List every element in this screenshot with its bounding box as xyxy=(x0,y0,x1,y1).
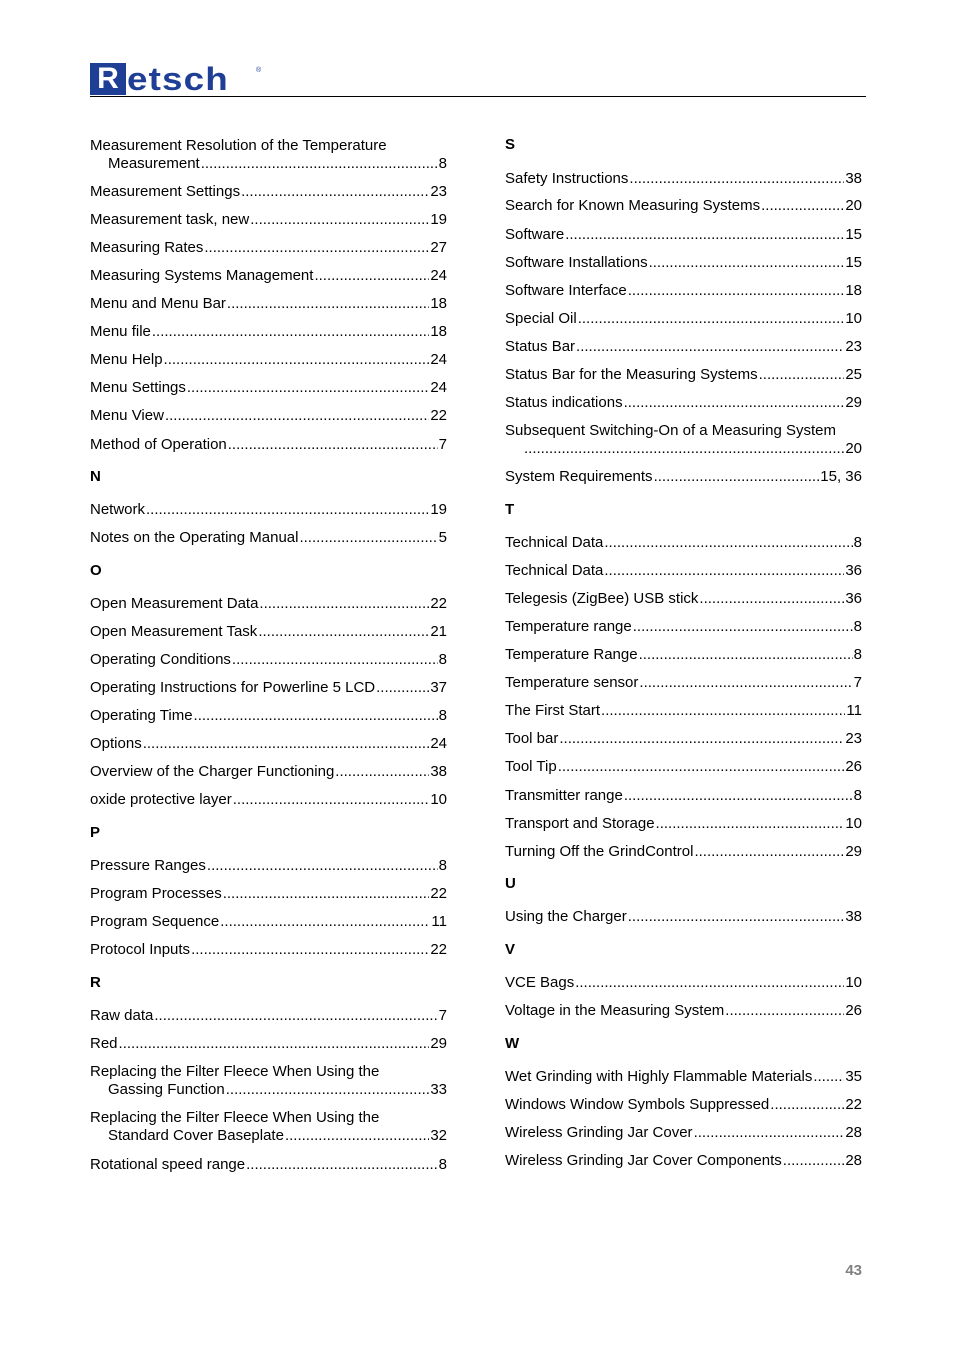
index-entry xyxy=(505,787,862,805)
index-entry xyxy=(90,1035,447,1053)
index-entry xyxy=(90,651,447,669)
entry-label: Operating Time xyxy=(90,707,193,724)
index-entry xyxy=(90,1156,447,1174)
section-letter: N xyxy=(90,468,101,485)
entry-page: 18 xyxy=(430,323,447,340)
entry-page: 38 xyxy=(845,908,862,925)
index-entry xyxy=(90,791,447,809)
index-entry xyxy=(505,1096,862,1114)
index-entry xyxy=(505,562,862,580)
entry-label: Temperature Range xyxy=(505,646,638,663)
index-entry xyxy=(90,1063,447,1099)
entry-label: Replacing the Filter Fleece When Using the xyxy=(90,1109,380,1126)
entry-label: Protocol Inputs xyxy=(90,941,191,958)
index-entry xyxy=(90,857,447,875)
entry-page: 10 xyxy=(845,974,862,991)
entry-label-cont: Standard Cover Baseplate xyxy=(108,1127,284,1144)
index-entry xyxy=(90,501,447,519)
entry-label: VCE Bags xyxy=(505,974,575,991)
entry-page: 32 xyxy=(430,1127,447,1144)
entry-page: 23 xyxy=(430,183,447,200)
entry-page: 24 xyxy=(430,351,447,368)
section-letter: V xyxy=(505,941,516,958)
index-entry xyxy=(505,422,862,458)
index-entry xyxy=(90,707,447,725)
entry-label: Temperature range xyxy=(505,618,632,635)
index-entry xyxy=(505,468,862,486)
entry-page: 19 xyxy=(430,501,447,518)
entry-page: 38 xyxy=(845,170,862,187)
section-letter: O xyxy=(90,562,102,579)
entry-page: 10 xyxy=(845,310,862,327)
entry-label: System Requirements xyxy=(505,468,653,485)
entry-label: Special Oil xyxy=(505,310,577,327)
entry-label: Menu file xyxy=(90,323,151,340)
index-entry xyxy=(90,679,447,697)
entry-label: Program Processes xyxy=(90,885,222,902)
entry-page: 20 xyxy=(845,440,862,457)
entry-page: 8 xyxy=(438,707,447,724)
entry-label-cont: Gassing Function xyxy=(108,1081,225,1098)
entry-page: 24 xyxy=(430,267,447,284)
entry-page: 8 xyxy=(438,1156,447,1173)
index-entry xyxy=(505,310,862,328)
index-entry xyxy=(505,908,862,926)
entry-label: Raw data xyxy=(90,1007,154,1024)
index-entry xyxy=(90,885,447,903)
retsch-logo xyxy=(90,61,262,97)
entry-label: Pressure Ranges xyxy=(90,857,206,874)
index-entry xyxy=(505,226,862,244)
entry-page: 23 xyxy=(845,730,862,747)
entry-page: 18 xyxy=(845,282,862,299)
entry-page: 15 xyxy=(845,254,862,271)
entry-label: Wireless Grinding Jar Cover xyxy=(505,1124,693,1141)
entry-page: 29 xyxy=(845,394,862,411)
index-entry xyxy=(90,1007,447,1025)
entry-label: Method of Operation xyxy=(90,436,227,453)
entry-label: Open Measurement Task xyxy=(90,623,258,640)
entry-label: Status indications xyxy=(505,394,623,411)
entry-page: 29 xyxy=(845,843,862,860)
index-entry xyxy=(90,1109,447,1145)
entry-page: 22 xyxy=(430,941,447,958)
index-entry xyxy=(505,170,862,188)
entry-label: Turning Off the GrindControl xyxy=(505,843,694,860)
index-entry xyxy=(505,646,862,664)
index-entry xyxy=(505,366,862,384)
entry-label: Operating Conditions xyxy=(90,651,231,668)
index-entry xyxy=(505,534,862,552)
entry-label: oxide protective layer xyxy=(90,791,232,808)
entry-label: Red xyxy=(90,1035,118,1052)
entry-page: 24 xyxy=(430,735,447,752)
index-entry xyxy=(90,595,447,613)
entry-page: 36 xyxy=(845,590,862,607)
index-entry xyxy=(505,974,862,992)
entry-label: Status Bar for the Measuring Systems xyxy=(505,366,758,383)
section-letter: S xyxy=(505,136,516,153)
index-entry xyxy=(505,815,862,833)
page-number: 43 xyxy=(845,1262,862,1279)
section-letter: P xyxy=(90,824,101,841)
index-entry xyxy=(90,137,447,173)
entry-page: 8 xyxy=(853,618,862,635)
entry-label: Menu View xyxy=(90,407,164,424)
index-entry xyxy=(505,197,862,215)
entry-label: Measuring Systems Management xyxy=(90,267,314,284)
entry-label: Software Installations xyxy=(505,254,648,271)
entry-label: Rotational speed range xyxy=(90,1156,246,1173)
entry-page: 29 xyxy=(430,1035,447,1052)
index-entry xyxy=(90,239,447,257)
entry-page: 15, 36 xyxy=(820,468,862,485)
index-entry xyxy=(505,1152,862,1170)
entry-label: Notes on the Operating Manual xyxy=(90,529,299,546)
entry-page: 21 xyxy=(430,623,447,640)
index-entry xyxy=(505,618,862,636)
entry-label: Tool bar xyxy=(505,730,559,747)
entry-label: Software xyxy=(505,226,565,243)
index-entry xyxy=(90,211,447,229)
entry-label: Replacing the Filter Fleece When Using the xyxy=(90,1063,380,1080)
index-entry xyxy=(505,338,862,356)
section-letter: W xyxy=(505,1035,520,1052)
entry-page: 24 xyxy=(430,379,447,396)
index-entry xyxy=(90,529,447,547)
index-entry xyxy=(505,394,862,412)
entry-page: 33 xyxy=(430,1081,447,1098)
entry-label-cont: Measurement xyxy=(108,155,200,172)
entry-page: 8 xyxy=(438,857,447,874)
entry-label: The First Start xyxy=(505,702,601,719)
index-entry xyxy=(505,1002,862,1020)
index-entry xyxy=(90,407,447,425)
index-entry xyxy=(90,436,447,454)
entry-page: 20 xyxy=(845,197,862,214)
entry-page: 37 xyxy=(430,679,447,696)
entry-label: Transport and Storage xyxy=(505,815,655,832)
entry-label: Measurement task, new xyxy=(90,211,250,228)
entry-page: 22 xyxy=(430,595,447,612)
entry-page: 22 xyxy=(845,1096,862,1113)
entry-label: Voltage in the Measuring System xyxy=(505,1002,725,1019)
entry-page: 18 xyxy=(430,295,447,312)
index-entry xyxy=(505,1124,862,1142)
entry-label: Overview of the Charger Functioning xyxy=(90,763,335,780)
index-entry xyxy=(90,735,447,753)
entry-page: 26 xyxy=(845,1002,862,1019)
entry-page: 8 xyxy=(853,646,862,663)
entry-label: Measuring Rates xyxy=(90,239,204,256)
entry-label: Wet Grinding with Highly Flammable Materials xyxy=(505,1068,813,1085)
section-letter: T xyxy=(505,501,515,518)
entry-page: 15 xyxy=(845,226,862,243)
index-entry xyxy=(90,623,447,641)
entry-label: Telegesis (ZigBee) USB stick xyxy=(505,590,699,607)
entry-page: 26 xyxy=(845,758,862,775)
entry-page: 11 xyxy=(431,913,447,930)
index-entry xyxy=(505,254,862,272)
entry-page: 23 xyxy=(845,338,862,355)
entry-label: Status Bar xyxy=(505,338,576,355)
entry-page: 25 xyxy=(845,366,862,383)
entry-label: Network xyxy=(90,501,146,518)
entry-label: Transmitter range xyxy=(505,787,623,804)
entry-page: 36 xyxy=(845,562,862,579)
entry-page: 7 xyxy=(853,674,862,691)
entry-label: Measurement Settings xyxy=(90,183,241,200)
entry-label: Operating Instructions for Powerline 5 LCD xyxy=(90,679,376,696)
entry-page: 28 xyxy=(845,1152,862,1169)
entry-label: Program Sequence xyxy=(90,913,220,930)
entry-label: Technical Data xyxy=(505,534,604,551)
entry-page: 5 xyxy=(438,529,447,546)
entry-page: 22 xyxy=(430,407,447,424)
index-entry xyxy=(505,758,862,776)
entry-label: Temperature sensor xyxy=(505,674,639,691)
entry-label: Menu Settings xyxy=(90,379,186,396)
logo-wordmark: etsch xyxy=(127,61,229,97)
entry-page: 38 xyxy=(430,763,447,780)
entry-label: Tool Tip xyxy=(505,758,557,775)
entry-page: 22 xyxy=(430,885,447,902)
index-entry xyxy=(90,913,447,931)
index-entry xyxy=(90,763,447,781)
entry-label: Safety Instructions xyxy=(505,170,629,187)
entry-label: Wireless Grinding Jar Cover Components xyxy=(505,1152,782,1169)
entry-label: Technical Data xyxy=(505,562,604,579)
entry-label: Measurement Resolution of the Temperature xyxy=(90,137,387,154)
entry-label: Search for Known Measuring Systems xyxy=(505,197,761,214)
entry-label: Menu and Menu Bar xyxy=(90,295,226,312)
index-entry xyxy=(505,590,862,608)
entry-label: Open Measurement Data xyxy=(90,595,259,612)
entry-page: 10 xyxy=(845,815,862,832)
index-entry xyxy=(90,295,447,313)
entry-page: 11 xyxy=(846,702,862,719)
entry-page: 8 xyxy=(853,534,862,551)
entry-label: Subsequent Switching-On of a Measuring System xyxy=(505,422,837,439)
entry-page: 28 xyxy=(845,1124,862,1141)
registered-mark: ® xyxy=(256,67,262,74)
entry-page: 7 xyxy=(438,436,447,453)
index-entry xyxy=(505,702,862,720)
section-letter: R xyxy=(90,974,101,991)
index-entry xyxy=(505,1068,862,1086)
index-entry xyxy=(90,379,447,397)
entry-page: 8 xyxy=(438,651,447,668)
index-entry xyxy=(505,843,862,861)
entry-page: 27 xyxy=(430,239,447,256)
entry-label: Options xyxy=(90,735,142,752)
index-entry xyxy=(90,351,447,369)
entry-page: 7 xyxy=(438,1007,447,1024)
entry-label: Menu Help xyxy=(90,351,163,368)
index-entry xyxy=(505,730,862,748)
header-rule xyxy=(90,96,866,97)
index-entry xyxy=(90,941,447,959)
entry-label: Software Interface xyxy=(505,282,627,299)
section-letter: U xyxy=(505,875,516,892)
index-entry xyxy=(90,267,447,285)
index-entry xyxy=(90,183,447,201)
entry-page: 8 xyxy=(438,155,447,172)
entry-page: 8 xyxy=(853,787,862,804)
entry-label: Using the Charger xyxy=(505,908,627,925)
index-entry xyxy=(90,323,447,341)
entry-page: 10 xyxy=(430,791,447,808)
entry-page: 19 xyxy=(430,211,447,228)
index-entry xyxy=(505,282,862,300)
index-entry xyxy=(505,674,862,692)
entry-page: 35 xyxy=(845,1068,862,1085)
logo-letter-r: R xyxy=(90,63,126,95)
entry-label: Windows Window Symbols Suppressed xyxy=(505,1096,770,1113)
